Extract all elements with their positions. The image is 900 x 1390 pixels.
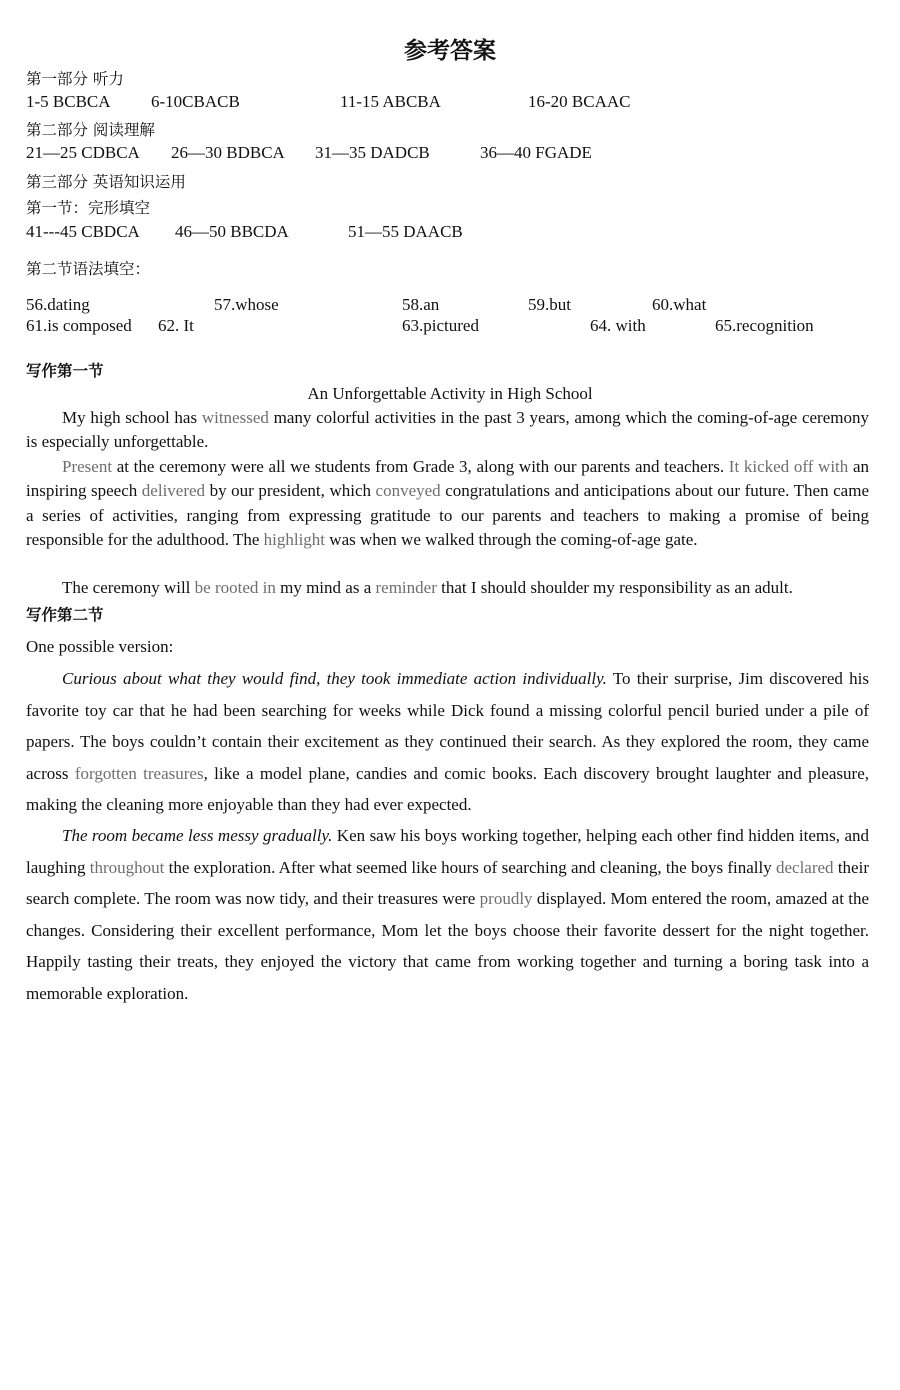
grammar-answer: 64. with	[590, 316, 646, 335]
part2-answer: 21—25 CDBCA	[26, 143, 140, 162]
highlighted-phrase: Present	[62, 457, 113, 476]
grammar-answer: 63.pictured	[402, 316, 479, 335]
essay-title: An Unforgettable Activity in High School	[307, 384, 593, 403]
part3-heading: 第三部分 英语知识运用	[26, 173, 186, 191]
continuation-paragraph	[26, 663, 869, 821]
highlighted-phrase: forgotten treasures	[74, 763, 204, 783]
cloze-answer: 46—50 BBCDA	[175, 222, 289, 241]
text-run: many colorful activities in the past 3 years, among which the coming-of-age ceremony is especially unforgettable.	[26, 408, 869, 452]
grammar-answer: 65.recognition	[715, 316, 814, 335]
writing1-heading: 写作第一节	[26, 362, 104, 380]
italic-opening-sentence: The room became less messy gradually.	[62, 826, 333, 845]
text-run: , like a model plane, candies and comic books. Each discovery brought laughter and pleasure, making the cleaning more enjoyable than they had ever expected.	[26, 763, 869, 815]
highlighted-phrase: reminder	[375, 578, 437, 597]
text-run: To their surprise, Jim discovered his favorite toy car that he had been searching for weeks while Dick found a missing colorful pencil buried under a pile of papers. The boys couldn’t contain their excitement as they continued their search. As they explored the room, they came across	[26, 669, 869, 783]
version-label: One possible version:	[26, 637, 174, 656]
text-run: displayed. Mom entered the room, amazed at the changes. Considering their excellent performance, Mom let the boys choose their favorite dessert for the night together. Happily tasting their treats, they enjoyed the victory that came from working together and turning a boring task into a memorable exploration.	[26, 889, 869, 1003]
highlighted-phrase: It kicked off with	[728, 457, 849, 476]
cloze-heading: 第一节：完形填空	[26, 199, 151, 217]
highlighted-phrase: throughout	[89, 857, 165, 877]
essay-paragraph	[26, 455, 869, 552]
highlighted-phrase: highlight	[263, 529, 326, 549]
part1-answer: 6-10CBACB	[151, 92, 240, 111]
highlighted-phrase: be rooted in	[194, 578, 276, 597]
highlighted-phrase: declared	[775, 857, 834, 877]
italic-opening-sentence: Curious about what they would find, they took immediate action individually.	[62, 669, 607, 688]
text-run: my mind as a	[275, 578, 376, 597]
text-run: the exploration. After what seemed like hours of searching and cleaning, the boys finally	[164, 857, 776, 877]
part1-answer: 16-20 BCAAC	[528, 92, 631, 111]
grammar-heading: 第二节语法填空：	[26, 260, 151, 278]
grammar-answer: 56.dating	[26, 295, 90, 314]
part2-answer: 26—30 BDBCA	[171, 143, 285, 162]
cloze-answer: 51—55 DAACB	[348, 222, 463, 241]
text-run: at the ceremony were all we students from Grade 3, along with our parents and teachers.	[112, 457, 729, 476]
highlighted-phrase: conveyed	[375, 481, 441, 501]
part2-answer: 31—35 DADCB	[315, 143, 430, 162]
essay-paragraph	[26, 576, 869, 600]
text-run: by our president, which	[205, 481, 376, 501]
continuation-paragraph	[26, 820, 869, 1010]
essay-paragraph	[26, 406, 869, 455]
highlighted-phrase: delivered	[141, 481, 206, 501]
highlighted-phrase: witnessed	[201, 408, 269, 427]
highlighted-phrase: proudly	[479, 889, 533, 909]
grammar-answer: 60.what	[652, 295, 707, 314]
writing2-heading: 写作第二节	[26, 606, 104, 624]
grammar-answer: 61.is composed	[26, 316, 132, 335]
part1-answer: 1-5 BCBCA	[26, 92, 111, 111]
grammar-answer: 57.whose	[214, 295, 279, 314]
text-run: congratulations and anticipations about our future. Then came a series of activities, ranging from expressing gratitude to our parents and teachers to making a promise of being responsible for the adulthood. The	[26, 481, 869, 549]
text-run: their search complete. The room was now tidy, and their treasures were	[26, 857, 869, 909]
page-title: 参考答案	[404, 38, 496, 64]
text-run: My high school has	[62, 408, 202, 427]
text-run: an inspiring speech	[26, 457, 870, 501]
part2-heading: 第二部分 阅读理解	[26, 121, 155, 139]
text-run: was when we walked through the coming-of-age gate.	[325, 529, 698, 549]
grammar-answer: 59.but	[528, 295, 571, 314]
cloze-answer: 41---45 CBDCA	[26, 222, 140, 241]
part2-answer: 36—40 FGADE	[480, 143, 592, 162]
text-run: The ceremony will	[62, 578, 195, 597]
grammar-answer: 62. It	[158, 316, 194, 335]
part1-answer: 11-15 ABCBA	[340, 92, 441, 111]
text-run: that I should shoulder my responsibility as an adult.	[436, 578, 793, 597]
grammar-answer: 58.an	[402, 295, 440, 314]
text-run: Ken saw his boys working together, helping each other find hidden items, and laughing	[26, 826, 869, 877]
part1-heading: 第一部分 听力	[26, 70, 124, 88]
